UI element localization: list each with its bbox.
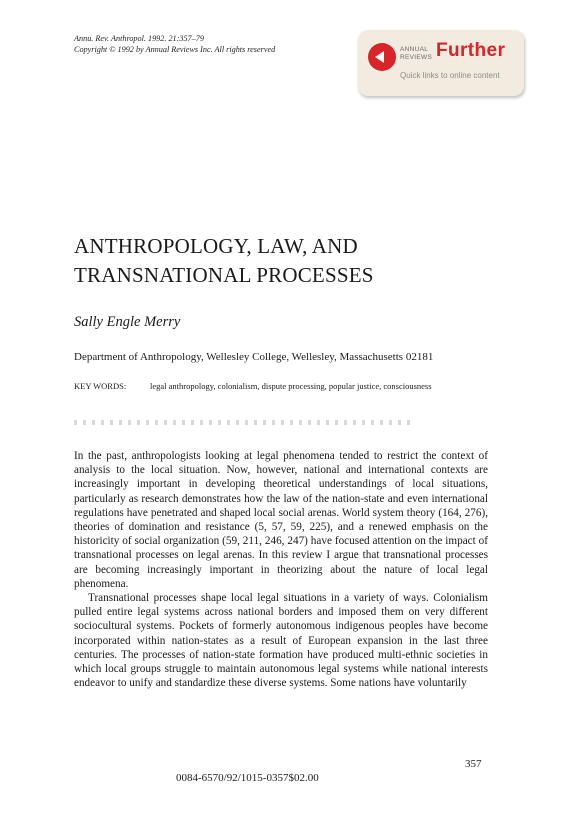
author-affiliation: Department of Anthropology, Wellesley College, Wellesley, Massachusetts 02181: [74, 351, 434, 363]
further-word: Further: [436, 40, 506, 61]
article-body: [74, 449, 488, 690]
annual-text: ANNUAL: [400, 46, 429, 53]
article-code: 0084-6570/92/1015-0357$02.00: [176, 772, 319, 784]
keywords-value: legal anthropology, colonialism, dispute processing, popular justice, consciousness: [150, 381, 432, 391]
faint-cutoff-line: [74, 420, 414, 425]
citation-line-2: Copyright © 1992 by Annual Reviews Inc. All rights reserved: [74, 44, 276, 54]
play-left-icon: [368, 43, 396, 71]
paragraph-2: Transnational processes shape local legal situations in a variety of ways. Colonialism pulled entire legal systems across national borders and imposed them on very different sociocultural systems. Pockets of formerly autonomous indigenous peoples have become incorporated within nation-states as a result of European expansion in the last three centuries. The processes of nation-state formation have produced multi-ethnic societies in which local groups struggle to maintain autonomous legal systems while national interests endeavor to unify and standardize these diverse systems. Some nations have voluntarily: [74, 592, 488, 690]
keywords-label: KEY WORDS:: [74, 381, 127, 391]
reviews-text: REVIEWS: [400, 53, 433, 61]
title-line-1: ANTHROPOLOGY, LAW, AND: [74, 234, 358, 258]
further-subtitle: Quick links to online content: [400, 71, 500, 80]
title-line-2: TRANSNATIONAL PROCESSES: [74, 263, 374, 287]
annual-reviews-label: [400, 46, 432, 61]
paragraph-1: In the past, anthropologists looking at legal phenomena tended to restrict the context of analysis to the local situation. Now, however, national and international contexts are increasingly important in developing theoretical understandings of local situations, particularly as research demonstrates how the law of the nation-state and even international regulations have penetrated and shaped local social arenas. World system theory (164, 276), theories of domination and resistance (5, 57, 59, 225), and a renewed emphasis on the historicity of social organization (59, 211, 246, 247) have focused attention on the impact of transnational processes on legal arenas. In this review I argue that transnational processes are becoming increasingly important in theorizing about the nature of local legal phenomena.: [74, 450, 488, 590]
article-title: [74, 232, 374, 290]
page-number: 357: [465, 758, 482, 770]
annual-reviews-further-badge[interactable]: [358, 30, 524, 96]
journal-citation: [74, 34, 275, 55]
citation-line-1: Annu. Rev. Anthropol. 1992. 21:357–79: [74, 34, 204, 43]
author-name: Sally Engle Merry: [74, 314, 181, 330]
